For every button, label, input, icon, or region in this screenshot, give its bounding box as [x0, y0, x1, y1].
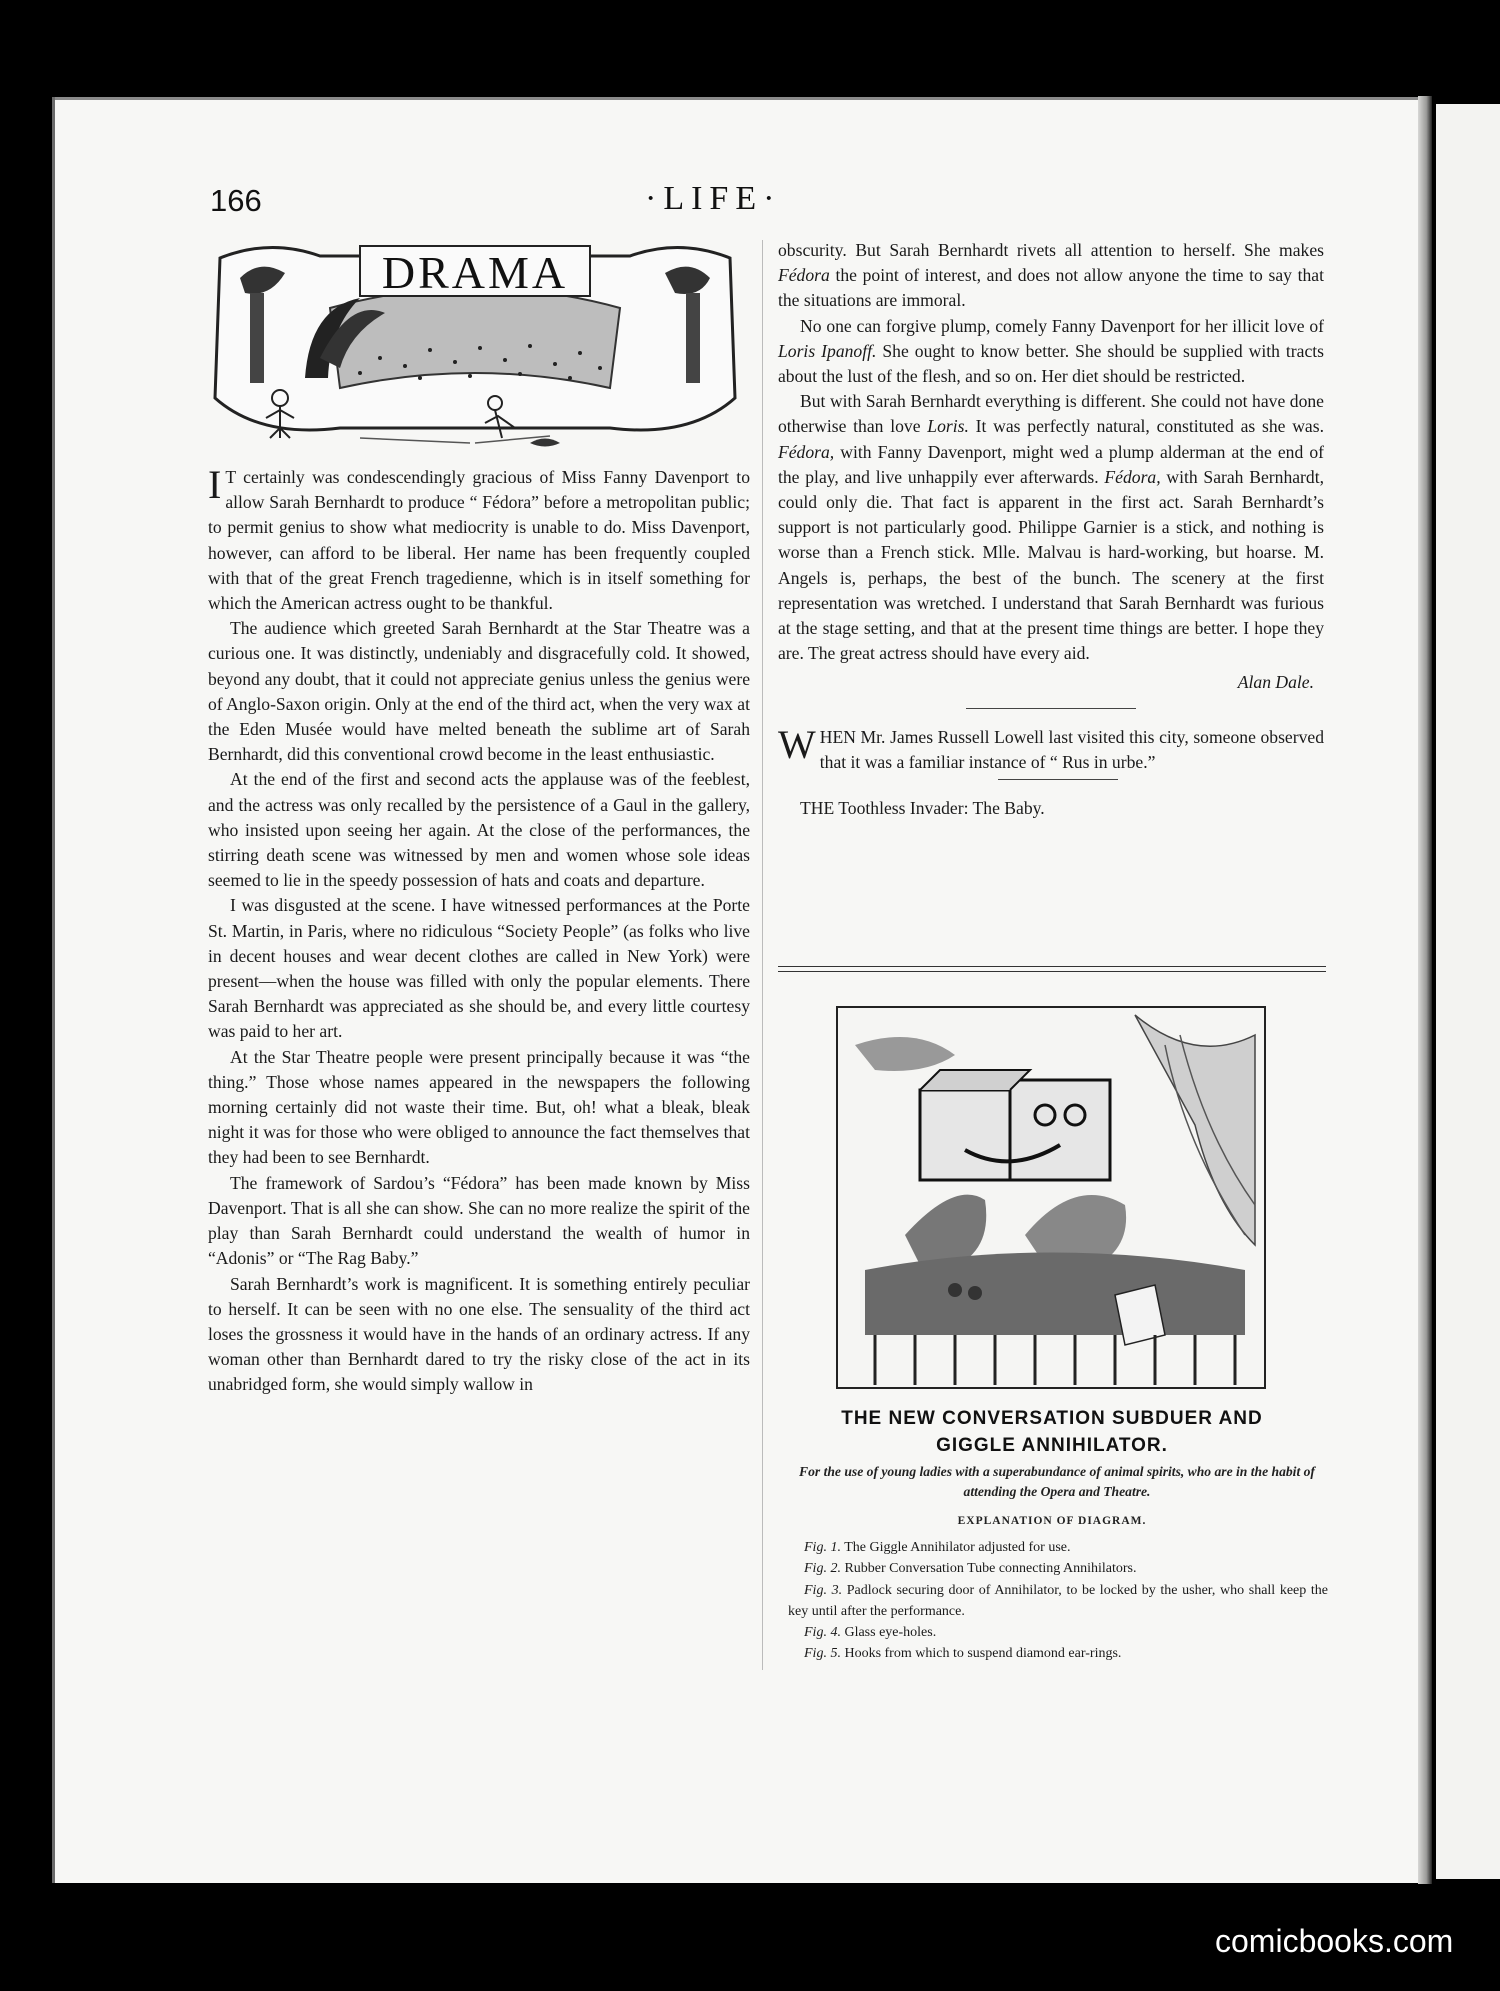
cartoon-subtitle: For the use of young ladies with a superabundance of animal spirits, who are in the habit of attending the Opera and Theatre. [799, 1464, 1315, 1499]
text-run: with Fanny Davenport, might wed a plump alderman at the end of the play, and live unhappily ever afterwards. [778, 441, 1324, 487]
paragraph: The audience which greeted Sarah Bernhardt at the Star Theatre was a curious one. It was distinctly, undeniably and disgracefully cold. It showed, beyond any doubt, that it could not appreciate genius unless the genius were of Anglo-Saxon origin. Only at the end of the third act, when the very wax at the Eden Musée would have melted beneath the sublime art of Sarah Bernhardt, did this conventional crowd become in the least enthusiastic. [208, 618, 750, 765]
figure-text: Padlock securing door of Annihilator, to be locked by the usher, who shall keep the key until after the performance. [788, 1582, 1328, 1619]
figure-legend-item [788, 1558, 1328, 1579]
drama-review-left-column [208, 462, 750, 1398]
figure-label: Fig. 3. [804, 1582, 843, 1598]
drama-banner-title: DRAMA [381, 247, 569, 298]
drop-cap: W [778, 721, 816, 767]
masthead-title: ·LIFE· [645, 180, 782, 217]
figure-text: Rubber Conversation Tube connecting Annihilators. [844, 1561, 1137, 1577]
italic-name: Loris. [927, 416, 969, 437]
double-rule [778, 966, 1326, 972]
paragraph: The framework of Sardou’s “Fédora” has been made known by Miss Davenport. That is all she can show. She can no more realize the spirit of the play than Sarah Bernhardt could understand the wealth of humor in “Adonis” or “The Rag Baby.” [208, 1172, 750, 1269]
toothless-invader-quip: THE Toothless Invader: The Baby. [800, 798, 1045, 819]
explanation-heading: EXPLANATION OF DIAGRAM. [957, 1515, 1147, 1527]
paragraph: At the Star Theatre people were present principally because it was “the thing.” Those whose names appeared in the newspapers the following morning certainly did not waste their time. But, oh! what a bleak, bleak night it was for those who were obliged to announce the fact themselves that they had been to see Bernhardt. [208, 1046, 750, 1168]
paragraph [778, 389, 1324, 666]
figure-label: Fig. 4. [804, 1625, 841, 1641]
section-rule [966, 708, 1136, 709]
text-run: It was perfectly natural, constituted as she was. [968, 416, 1324, 437]
drop-cap: I [208, 462, 222, 507]
watermark: comicbooks.com [1215, 1923, 1454, 1959]
cartoon-title-line: THE NEW CONVERSATION SUBDUER AND [841, 1408, 1263, 1429]
figure-legend-item [788, 1537, 1328, 1558]
paragraph [778, 238, 1324, 314]
italic-title: Fédora, [1104, 466, 1161, 487]
figure-label: Fig. 1. [804, 1540, 841, 1555]
drama-review-right-column [778, 238, 1324, 821]
drama-banner-illustration [210, 238, 740, 460]
paragraph: I was disgusted at the scene. I have witnessed performances at the Porte St. Martin, in Paris, where no ridiculous “Society People” (as folks who live in decent houses and wear decent clothes are called in New York) were present—when the house was filled with only the popular elements. There Sarah Bernhardt was appreciated as she should be, and every little courtesy was paid to her art. [208, 895, 750, 1042]
paragraph [778, 314, 1324, 390]
column-divider [762, 240, 763, 1670]
cartoon-title [778, 1405, 1326, 1459]
figure-text: Glass eye-holes. [844, 1625, 937, 1641]
figure-label: Fig. 2. [804, 1561, 841, 1577]
figure-text: The Giggle Annihilator adjusted for use. [844, 1540, 1071, 1555]
figure-legend [788, 1537, 1328, 1665]
lowell-anecdote [778, 721, 1324, 775]
paragraph-text: HEN Mr. James Russell Lowell last visited this city, someone observed that it was a familiar instance of “ Rus in urbe.” [819, 726, 1324, 772]
figure-text: Hooks from which to suspend diamond ear-rings. [844, 1646, 1122, 1662]
section-rule [998, 779, 1118, 780]
text-run: the point of interest, and does not allow anyone the time to say that the situations are immoral. [778, 265, 1324, 311]
giggle-annihilator-cartoon [835, 1005, 1267, 1390]
figure-legend-item [788, 1580, 1328, 1623]
paragraph [208, 462, 750, 616]
author-signature: Alan Dale. [1237, 672, 1314, 693]
paragraph-text: T certainly was condescendingly gracious of Miss Fanny Davenport to allow Sarah Bernhardt to produce “ Fédora” before a metropolitan public; to permit genius to show what mediocrity is unable to do. Miss Davenport, however, can afford to be liberal. Her name has been frequently coupled with that of the great French tragedienne, which is in itself something for which the American actress ought to be thankful. [208, 467, 750, 614]
figure-legend-item [788, 1622, 1328, 1643]
paragraph: At the end of the first and second acts the applause was of the feeblest, and the actress was only recalled by the persistence of a Gaul in the gallery, who insisted upon seeing her again. At the close of the performances, the stirring death scene was witnessed by men and women whose sole ideas seemed to lie in the speedy possession of hats and coats and departure. [208, 769, 750, 891]
text-run: She ought to know better. She should be supplied with tracts about the lust of the flesh, and so on. Her diet should be restricted. [778, 340, 1324, 387]
text-run: with Sarah Bernhardt, could only die. That fact is apparent in the first act. Sarah Bernhardt’s support is not particularly good. Philippe Garnier is a stick, and nothing is worse than a French stick. Mlle. Malvau is hard-working, but hoarse. M. Angels is, perhaps, the best of the bunch. The scenery at the first representation was wretched. I understand that Sarah Bernhardt was furious at the stage setting, and that at the present time things are better. I hope they are. The great actress should have every aid. [778, 466, 1324, 664]
page-spine [1418, 96, 1432, 1884]
paragraph: Sarah Bernhardt’s work is magnificent. It is something entirely peculiar to herself. It can be seen with no one else. The sensuality of the third act loses the grossness it would have in the hands of an ordinary actress. If any woman other than Bernhardt dared to try the risky close of the act in its unabridged form, she would simply wallow in [208, 1273, 750, 1395]
italic-title: Fédora [778, 265, 830, 286]
text-run: obscurity. But Sarah Bernhardt rivets all attention to herself. She makes [778, 240, 1324, 260]
italic-title: Fédora, [778, 441, 835, 462]
figure-label: Fig. 5. [804, 1646, 841, 1662]
page-number: 166 [210, 183, 262, 218]
cartoon-title-line: GIGGLE ANNIHILATOR. [936, 1435, 1168, 1456]
italic-name: Loris Ipanoff. [778, 340, 877, 361]
adjacent-page-edge [1436, 104, 1500, 1879]
figure-legend-item [788, 1643, 1328, 1664]
text-run: No one can forgive plump, comely Fanny Davenport for her illicit love of [800, 315, 1324, 336]
text-run: But with Sarah Bernhardt everything is different. She could not have done otherwise than love [778, 391, 1324, 437]
